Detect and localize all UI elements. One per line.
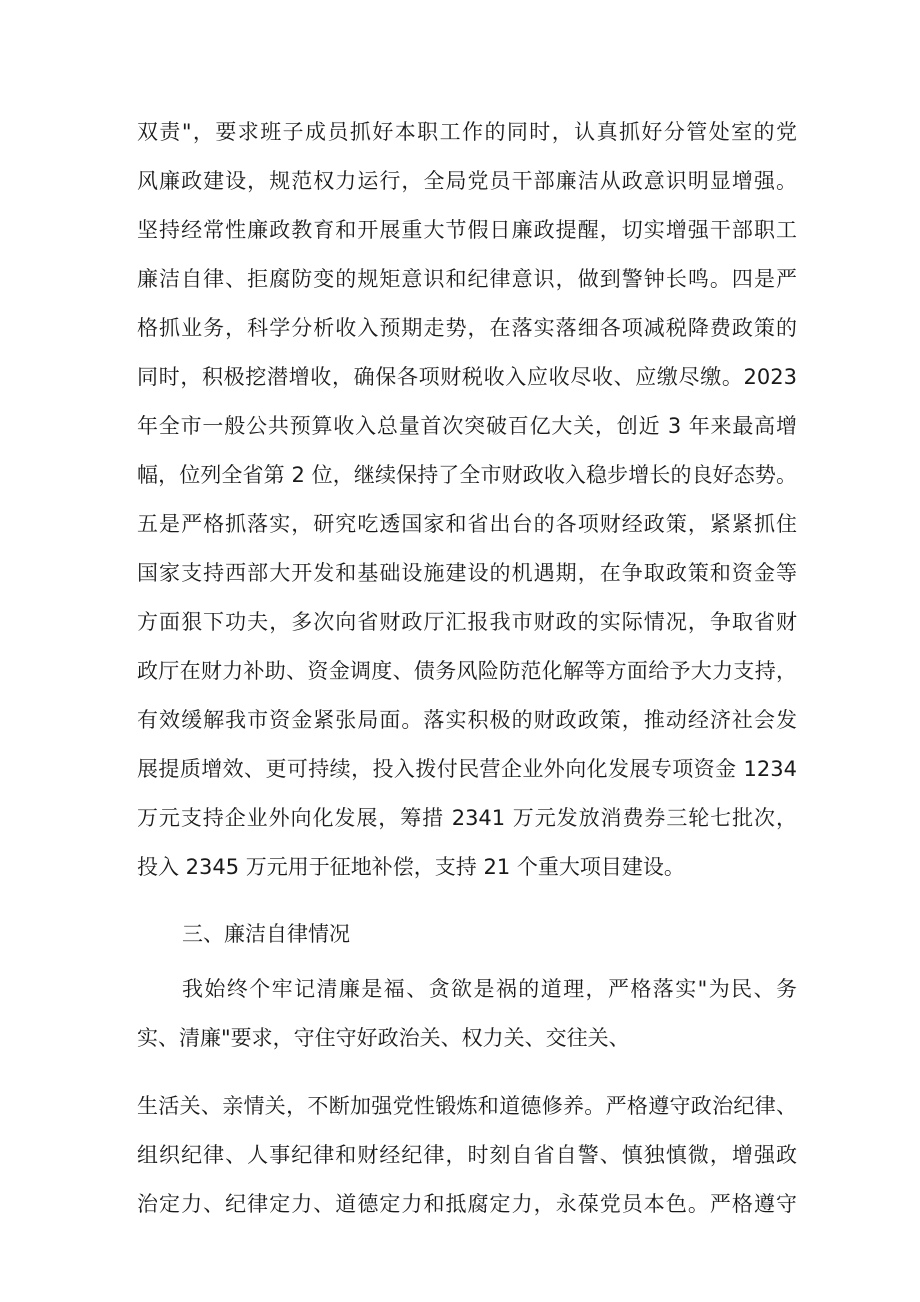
body-text-line: 组织纪律、人事纪律和财经纪律，时刻自省自警、慎独慎微，增强政	[137, 1143, 797, 1167]
body-text-line: 廉洁自律、拒腐防变的规矩意识和纪律意识，做到警钟长鸣。四是严	[137, 267, 797, 291]
body-text-line: 万元支持企业外向化发展，筹措 2341 万元发放消费券三轮七批次，	[137, 806, 797, 830]
body-text-line: 展提质增效、更可持续，投入拨付民营企业外向化发展专项资金 1234	[137, 757, 797, 781]
body-text-line: 有效缓解我市资金紧张局面。落实积极的财政政策，推动经济社会发	[137, 708, 797, 732]
body-text-line: 实、清廉"要求，守住守好政治关、权力关、交往关、	[137, 1026, 630, 1050]
body-text-line: 国家支持西部大开发和基础设施建设的机遇期，在争取政策和资金等	[137, 561, 797, 585]
body-text-line: 政厅在财力补助、资金调度、债务风险防范化解等方面给予大力支持，	[137, 659, 797, 683]
body-text-line: 幅，位列全省第 2 位，继续保持了全市财政收入稳步增长的良好态势。	[137, 463, 797, 487]
body-text-line: 年全市一般公共预算收入总量首次突破百亿大关，创近 3 年来最高增	[137, 414, 797, 438]
body-text-line: 同时，积极挖潜增收，确保各项财税收入应收尽收、应缴尽缴。2023	[137, 365, 797, 389]
body-text-line: 双责"，要求班子成员抓好本职工作的同时，认真抓好分管处室的党	[137, 120, 797, 144]
body-text-line: 坚持经常性廉政教育和开展重大节假日廉政提醒，切实增强干部职工	[137, 218, 797, 242]
body-text-line: 治定力、纪律定力、道德定力和抵腐定力，永葆党员本色。严格遵守	[137, 1192, 797, 1216]
body-text-line: 风廉政建设，规范权力运行，全局党员干部廉洁从政意识明显增强。	[137, 169, 797, 193]
body-text-line: 投入 2345 万元用于征地补偿，支持 21 个重大项目建设。	[137, 855, 685, 879]
body-text-line: 生活关、亲情关，不断加强党性锻炼和道德修养。严格遵守政治纪律、	[137, 1094, 797, 1118]
paragraph-first-line: 我始终个牢记清廉是福、贪欲是祸的道理，严格落实"为民、务	[182, 977, 797, 1001]
body-text-line: 五是严格抓落实，研究吃透国家和省出台的各项财经政策，紧紧抓住	[137, 512, 797, 536]
body-text-line: 方面狠下功夫，多次向省财政厅汇报我市财政的实际情况，争取省财	[137, 610, 797, 634]
body-text-line: 格抓业务，科学分析收入预期走势，在落实落细各项减税降费政策的	[137, 316, 797, 340]
section-heading: 三、廉洁自律情况	[182, 922, 350, 946]
